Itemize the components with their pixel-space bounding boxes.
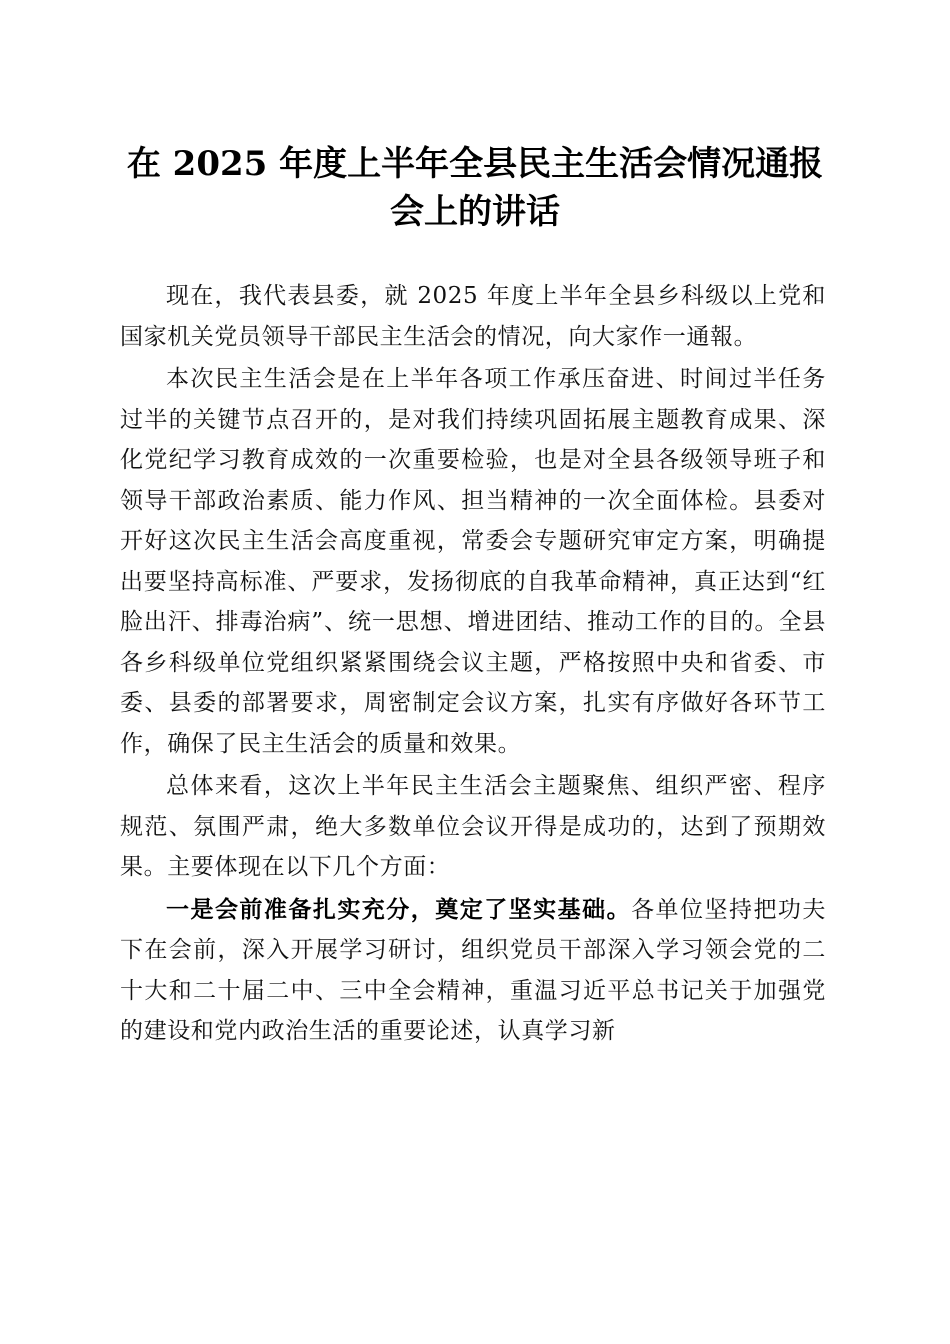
title-line-2: 会上的讲话 xyxy=(390,192,560,232)
paragraph-3 xyxy=(120,766,826,888)
paragraph-2-text: 本次民主生活会是在上半年各项工作承压奋进、时间过半任务过半的关键节点召开的，是对我们持续巩固拓展主题教育成果、深化党纪学习教育成效的一次重要检验，也是对全县各级领导班子和领导干部政治素质、能力作风、担当精神的一次全面体检。县委对开好这次民主生活会高度重视，常委会专题研究审定方案，明确提出要坚持高标准、严要求，发扬彻底的自我革命精神，真正达到“红脸出汗、排毒治病”、统一思想、增进团结、推动工作的目的。全县各乡科级单位党组织紧紧围绕会议主题，严格按照中央和省委、市委、县委的部署要求，周密制定会议方案，扎实有序做好各环节工作，确保了民主生活会的质量和效果。 xyxy=(120,366,826,757)
paragraph-1-text: 现在，我代表县委，就 2025 年度上半年全县乡科级以上党和国家机关党员领导干部民主生活会的情况，向大家作一通報。 xyxy=(120,283,826,350)
document-body xyxy=(120,276,826,1054)
paragraph-2 xyxy=(120,359,826,764)
paragraph-4-lead: 一是会前准备扎实充分，奠定了坚实基础。 xyxy=(166,895,632,923)
title-line-1: 在 2025 年度上半年全县民主生活会情况通报 xyxy=(126,144,824,184)
paragraph-3-text: 总体来看，这次上半年民主生活会主题聚焦、组织严密、程序规范、氛围严肃，绝大多数单位会议开得是成功的，达到了预期效果。主要体现在以下几个方面： xyxy=(120,773,826,880)
paragraph-1 xyxy=(120,276,826,357)
document-title xyxy=(110,140,840,236)
paragraph-4-text: 各单位坚持把功夫下在会前，深入开展学习研讨，组织党员干部深入学习领会党的二十大和二十届二中、三中全会精神，重温习近平总书记关于加强党的建设和党内政治生活的重要论述，认真学习新 xyxy=(120,896,826,1044)
paragraph-4 xyxy=(120,890,826,1052)
